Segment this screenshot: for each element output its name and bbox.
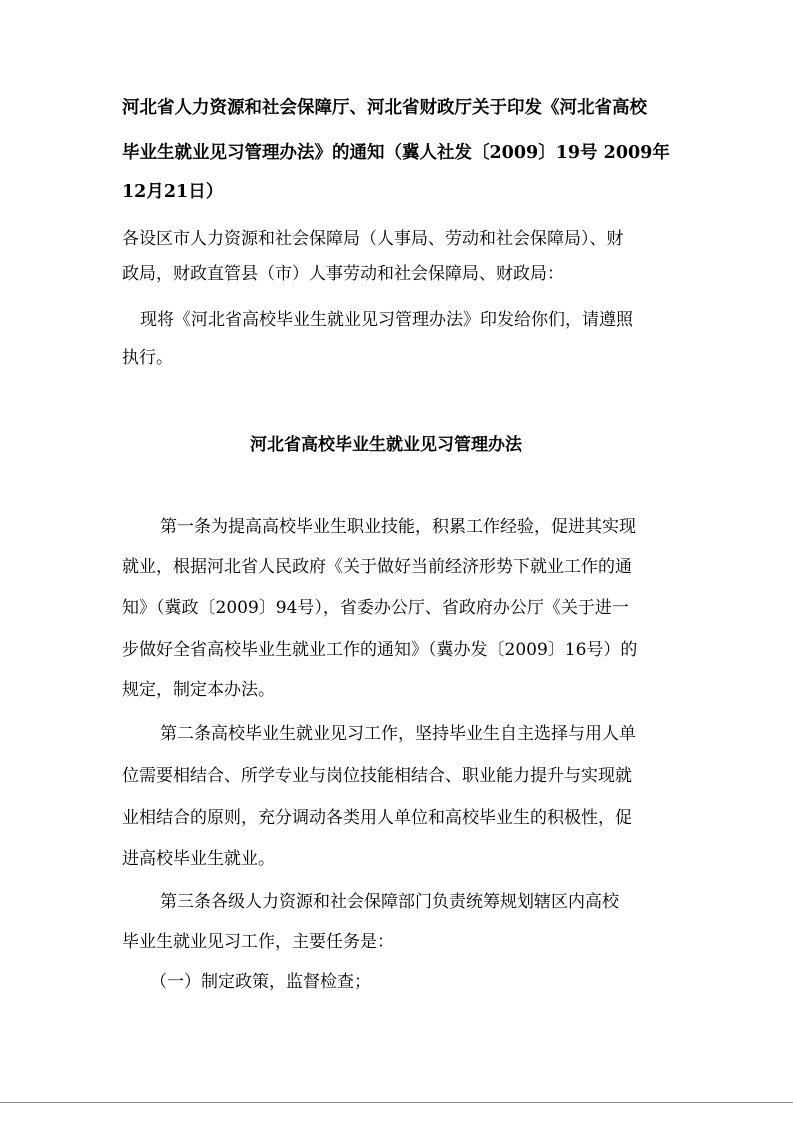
article-1-line-3: 知》（冀政〔2009〕94号），省委办公厅、省政府办公厅《关于进一 bbox=[122, 598, 629, 618]
article-3-line-1: 第三条各级人力资源和社会保障部门负责统筹规划辖区内高校 bbox=[160, 892, 619, 912]
recipients-line-1: 各设区市人力资源和社会保障局（人事局、劳动和社会保障局）、财 bbox=[122, 229, 624, 249]
recipients-line-2: 政局，财政直管县（市）人事劳动和社会保障局、财政局： bbox=[122, 264, 564, 284]
notice-body-line-1: 现将《河北省高校毕业生就业见习管理办法》印发给你们，请遵照 bbox=[140, 310, 633, 330]
article-2-line-2: 位需要相结合、所学专业与岗位技能相结合、职业能力提升与实现就 bbox=[122, 766, 632, 786]
article-2-line-4: 进高校毕业生就业。 bbox=[122, 849, 275, 869]
article-1-line-2: 就业，根据河北省人民政府《关于做好当前经济形势下就业工作的通 bbox=[122, 557, 632, 577]
notice-body-line-2: 执行。 bbox=[122, 348, 173, 368]
article-3-item-1: （一）制定政策，监督检查； bbox=[150, 972, 371, 992]
document-title: 河北省高校毕业生就业见习管理办法 bbox=[250, 435, 522, 455]
article-2-line-3: 业相结合的原则，充分调动各类用人单位和高校毕业生的积极性，促 bbox=[122, 808, 632, 828]
page-bottom-rule bbox=[0, 1102, 793, 1103]
article-3-line-2: 毕业生就业见习工作，主要任务是： bbox=[122, 932, 394, 952]
notice-title-line-3: 12月21日） bbox=[122, 182, 224, 202]
article-2-line-1: 第二条高校毕业生就业见习工作，坚持毕业生自主选择与用人单 bbox=[160, 724, 636, 744]
notice-title-line-2: 毕业生就业见习管理办法》的通知（冀人社发〔2009〕19号 2009年 bbox=[122, 143, 670, 163]
notice-title-line-1: 河北省人力资源和社会保障厅、河北省财政厅关于印发《河北省高校 bbox=[122, 98, 647, 118]
article-1-line-5: 规定，制定本办法。 bbox=[122, 680, 275, 700]
article-1-line-1: 第一条为提高高校毕业生职业技能，积累工作经验，促进其实现 bbox=[160, 517, 636, 537]
article-1-line-4: 步做好全省高校毕业生就业工作的通知》（冀办发〔2009〕16号）的 bbox=[122, 640, 638, 660]
